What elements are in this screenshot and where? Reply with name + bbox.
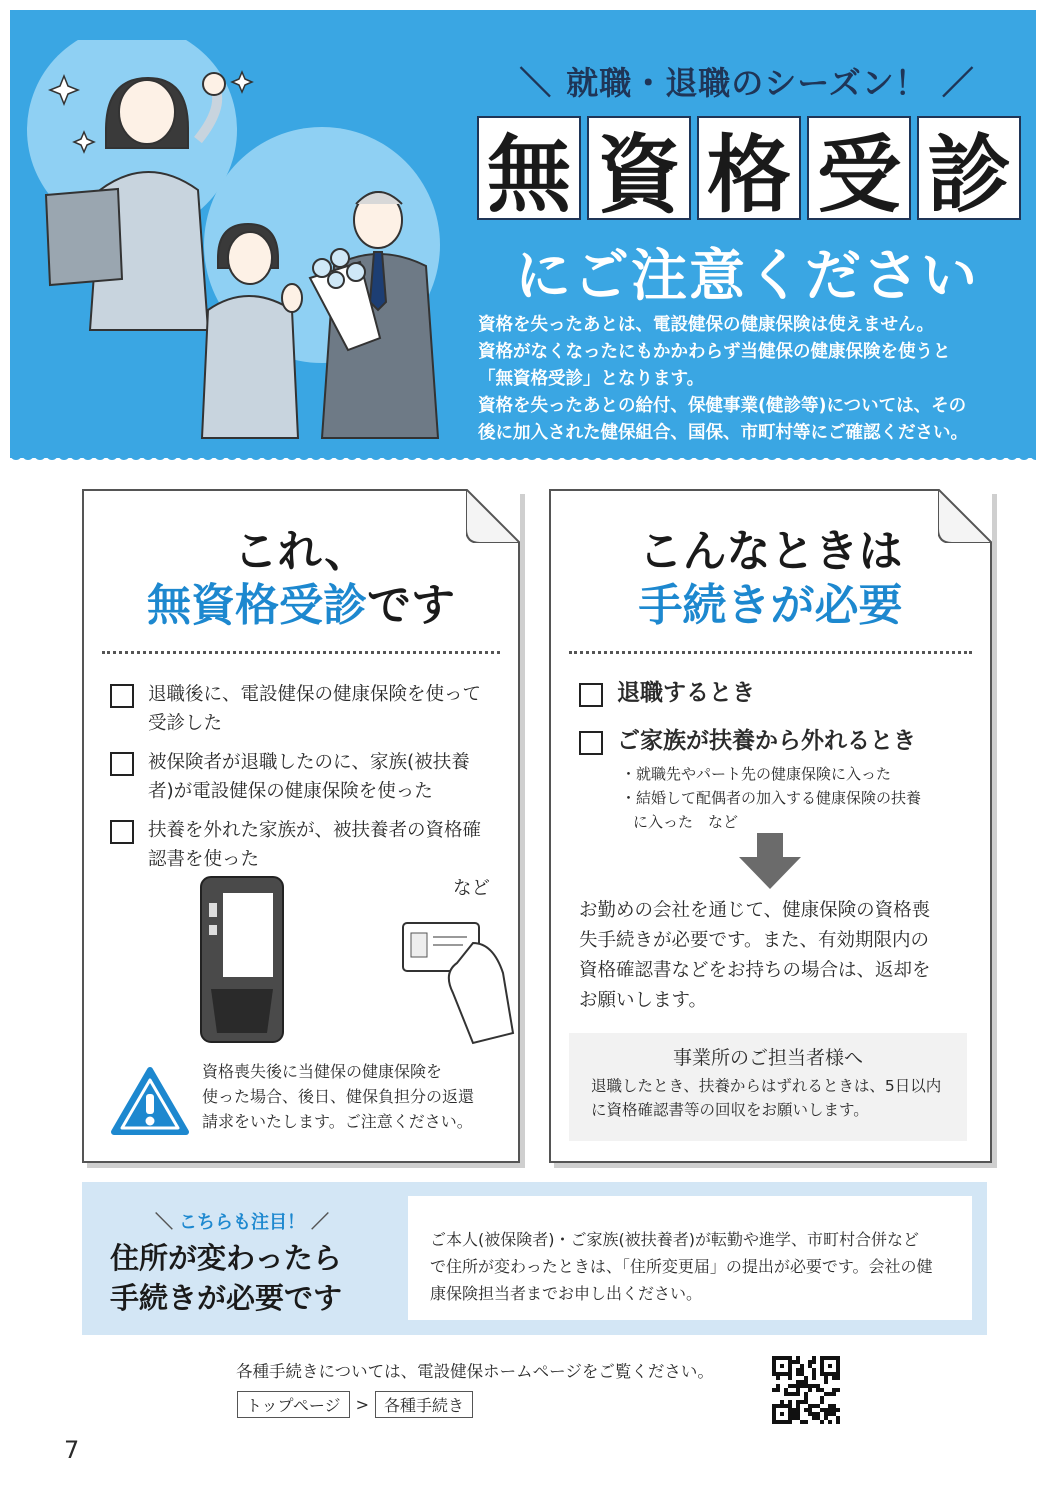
list-tail: など <box>452 878 490 899</box>
list-item <box>110 748 490 806</box>
procedure-line: お勤めの会社を通じて、健康保険の資格喪 <box>579 900 931 921</box>
notice-label-text: こちらも注目！ <box>179 1212 305 1233</box>
checklist <box>110 680 490 903</box>
address-change-notice <box>82 1182 987 1335</box>
card-title <box>551 525 990 633</box>
warning-line: 請求をいたします。ご注意ください。 <box>202 1112 473 1131</box>
qr-code-icon[interactable] <box>772 1356 840 1424</box>
notice-label: ＼ こちらも注目！ ／ <box>155 1212 329 1233</box>
notice-panel <box>408 1196 972 1320</box>
list-item-text: 被保険者が退職したのに、家族(被扶養者)が電設健保の健康保険を使った <box>148 752 470 802</box>
checkbox-icon <box>579 683 603 707</box>
notice-heading-line: 手続きが必要です <box>110 1281 343 1315</box>
subnote-line: ・結婚して配偶者の加入する健康保険の扶養 <box>621 789 922 807</box>
page-fold-icon <box>466 489 520 543</box>
hero-line: 資格を失ったあとは、電設健保の健康保険は使えません。 <box>478 315 935 335</box>
card-title-line2: 手続きが必要 <box>638 580 903 631</box>
title-char: 診 <box>917 116 1021 220</box>
card-title-emphasis: 無資格受診 <box>147 580 367 631</box>
hero-line: 資格を失ったあとの給付、保健事業(健診等)については、その <box>478 396 967 416</box>
arrow-down-icon <box>739 833 801 889</box>
breadcrumb <box>237 1391 473 1418</box>
notice-heading-line: 住所が変わったら <box>110 1241 342 1275</box>
list-item-text: ご家族が扶養から外れるとき <box>617 728 916 754</box>
list-item-text: 扶養を外れた家族が、被扶養者の資格確認書を使った <box>148 820 482 870</box>
card-unqualified-visit <box>82 489 520 1163</box>
title-char: 資 <box>587 116 691 220</box>
subtitle: にご注意ください <box>515 244 979 309</box>
card-title <box>84 525 518 633</box>
staff-line: に資格確認書等の回収をお願いします。 <box>591 1101 869 1119</box>
checkbox-icon <box>110 684 134 708</box>
notice-heading <box>110 1238 390 1318</box>
staff-notice <box>569 1033 967 1141</box>
title-char: 格 <box>697 116 801 220</box>
staff-notice-body <box>591 1074 967 1122</box>
season-heading: ＼ 就職・退職のシーズン！ ／ <box>519 64 975 102</box>
divider <box>569 651 972 654</box>
card-title-line1: これ、 <box>233 526 369 577</box>
footer-text: 各種手続きについては、電設健保ホームページをご覧ください。 <box>236 1362 714 1381</box>
checkbox-icon <box>579 731 603 755</box>
hero-illustration <box>22 40 462 440</box>
hero-line: 「無資格受診」となります。 <box>478 369 705 389</box>
main-title <box>477 116 1021 224</box>
list-item <box>579 678 990 708</box>
staff-line: 退職したとき、扶養からはずれるときは、5日以内 <box>591 1077 942 1095</box>
warning-text <box>202 1059 497 1134</box>
hero-description <box>478 312 1018 447</box>
notice-line: 康保険担当者までお申し出ください。 <box>430 1284 703 1303</box>
warning-line: 使った場合、後日、健保負担分の返還 <box>202 1087 475 1106</box>
procedure-text <box>579 896 969 1016</box>
page-fold-icon <box>938 489 992 543</box>
notice-line: ご本人(被保険者)・ご家族(被扶養者)が転勤や進学、市町村合併など <box>430 1230 919 1249</box>
card-reader-illustration <box>197 873 517 1048</box>
checkbox-icon <box>110 820 134 844</box>
checklist <box>579 678 990 756</box>
procedure-line: お願いします。 <box>579 990 708 1011</box>
hero-line: 後に加入された健保組合、国保、市町村等にご確認ください。 <box>478 423 968 443</box>
page-number: 7 <box>64 1436 80 1464</box>
notice-line: で住所が変わったときは、「住所変更届」の提出が必要です。会社の健 <box>430 1257 933 1276</box>
subnote-line: に入った など <box>633 813 739 831</box>
breadcrumb-procedures[interactable]: 各種手続き <box>375 1391 473 1418</box>
season-text: 就職・退職のシーズン！ <box>566 64 928 102</box>
checkbox-icon <box>110 752 134 776</box>
hero-wave-edge <box>10 448 1036 470</box>
subnote-line: ・就職先やパート先の健康保険に入った <box>621 765 892 783</box>
title-char: 受 <box>807 116 911 220</box>
hero-line: 資格がなくなったにもかかわらず当健保の健康保険を使うと <box>478 342 951 362</box>
procedure-line: 失手続きが必要です。また、有効期限内の <box>579 930 930 951</box>
notice-body <box>430 1226 960 1307</box>
warning-line: 資格喪失後に当健保の健康保険を <box>202 1062 443 1081</box>
list-item-text: 退職後に、電設健保の健康保険を使って受診した <box>148 684 482 734</box>
list-item <box>110 680 490 738</box>
staff-notice-title: 事業所のご担当者様へ <box>672 1047 863 1069</box>
warning-icon <box>110 1066 190 1136</box>
card-procedure-required <box>549 489 992 1163</box>
card-title-suffix: です <box>367 580 455 631</box>
list-item <box>579 726 990 756</box>
list-item-text: 退職するとき <box>617 680 755 706</box>
divider <box>102 651 500 654</box>
breadcrumb-separator: > <box>355 1395 369 1414</box>
breadcrumb-top-page[interactable]: トップページ <box>237 1391 350 1418</box>
procedure-line: 資格確認書などをお持ちの場合は、返却を <box>579 960 931 981</box>
card-title-line1: こんなときは <box>638 526 903 577</box>
title-char: 無 <box>477 116 581 220</box>
subnotes <box>621 762 990 834</box>
